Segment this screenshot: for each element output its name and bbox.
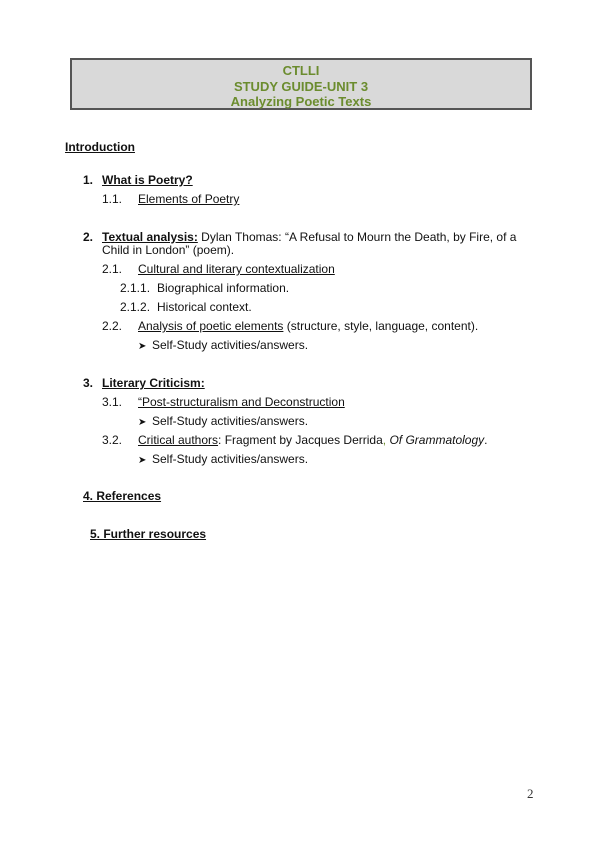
section-2-desc-line-2: Child in London” (poem). — [102, 243, 235, 257]
section-2-1-1-title: Biographical information. — [157, 281, 290, 295]
section-3-2-bullet — [138, 452, 308, 466]
section-2-number: 2. — [83, 230, 94, 244]
unit-subtitle: Analyzing Poetic Texts — [230, 94, 372, 109]
section-2-1-number: 2.1. — [102, 262, 123, 276]
section-3-number: 3. — [83, 376, 94, 390]
section-3-2-number: 3.2. — [102, 433, 123, 447]
arrow-bullet-icon: ➤ — [138, 455, 147, 466]
section-2-2-title: Analysis of poetic elements — [138, 319, 284, 333]
section-3-1-title: “Post-structuralism and Deconstruction — [138, 395, 345, 409]
section-3-2-end: . — [484, 433, 488, 447]
arrow-bullet-icon: ➤ — [138, 341, 147, 352]
section-2-2-line — [138, 319, 478, 333]
title-box — [70, 58, 532, 110]
section-4-title: 4. References — [83, 489, 162, 503]
section-2-1-2-number: 2.1.2. — [120, 300, 151, 314]
section-2-2-bullet-text: Self-Study activities/answers. — [152, 338, 309, 352]
section-3-1-number: 3.1. — [102, 395, 123, 409]
section-3-1-bullet — [138, 414, 308, 428]
section-3-2-bullet-text: Self-Study activities/answers. — [152, 452, 309, 466]
section-3-title: Literary Criticism: — [102, 376, 205, 390]
section-3-1-bullet-text: Self-Study activities/answers. — [152, 414, 309, 428]
section-2-2-number: 2.2. — [102, 319, 123, 333]
section-3-2-line — [138, 433, 488, 447]
guide-title: STUDY GUIDE-UNIT 3 — [233, 78, 369, 94]
section-2-title: Textual analysis: — [102, 230, 198, 244]
section-2-1-title: Cultural and literary contextualization — [138, 262, 335, 276]
course-code: CTLLI — [282, 63, 320, 78]
section-3-2-book: Of Grammatology — [389, 433, 485, 447]
section-2-desc: Dylan Thomas: “A Refusal to Mourn the Death, by Fire, of a — [197, 230, 517, 244]
section-2-1-2-title: Historical context. — [157, 300, 252, 314]
section-3-2-desc: : Fragment by Jacques Derrida — [218, 433, 383, 447]
section-1-1-number: 1.1. — [102, 192, 123, 206]
section-1-1-title: Elements of Poetry — [138, 192, 240, 206]
section-1-title: What is Poetry? — [102, 173, 193, 187]
section-2-line-1 — [102, 230, 516, 244]
arrow-bullet-icon: ➤ — [138, 417, 147, 428]
section-5-title: 5. Further resources — [90, 527, 207, 541]
section-2-2-bullet — [138, 338, 308, 352]
section-2-2-desc: (structure, style, language, content). — [283, 319, 479, 333]
introduction-heading: Introduction — [65, 140, 135, 154]
section-3-2-title: Critical authors — [138, 433, 219, 447]
section-3-2-comma: , — [382, 433, 390, 447]
section-1-number: 1. — [83, 173, 94, 187]
section-2-1-1-number: 2.1.1. — [120, 281, 151, 295]
page-number: 2 — [527, 786, 534, 801]
